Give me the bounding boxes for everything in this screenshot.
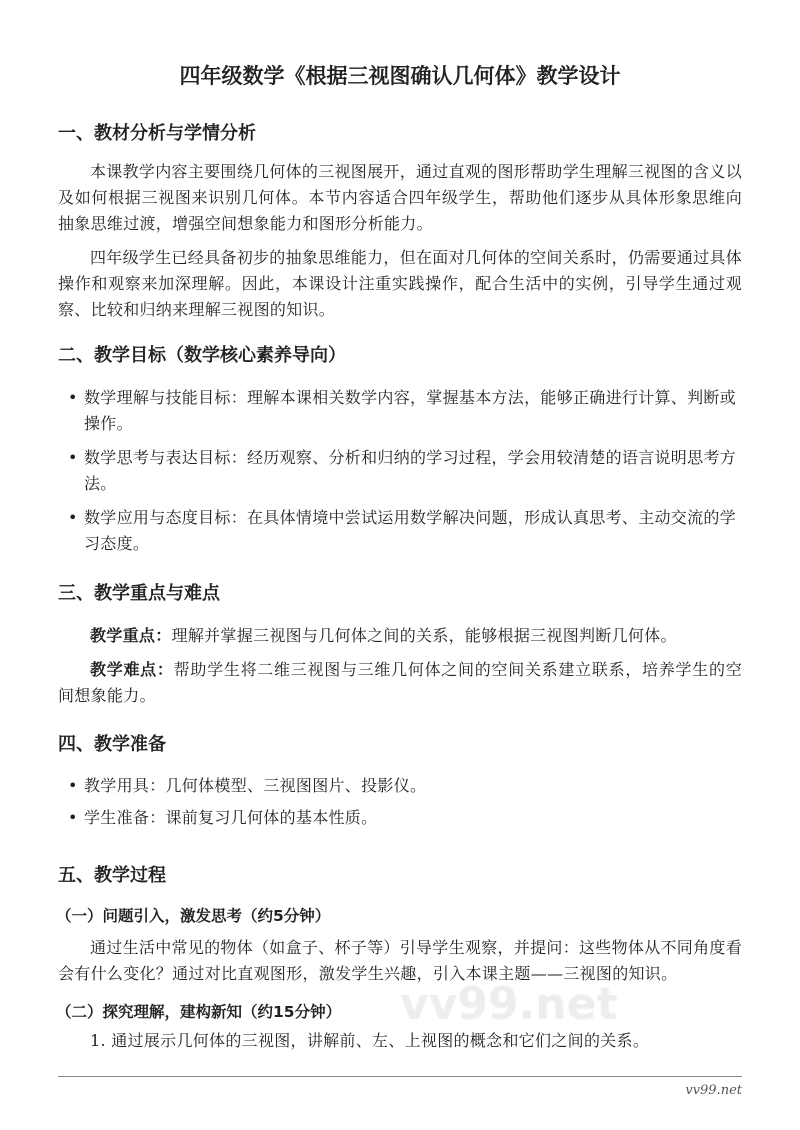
list-item: • 数学应用与态度目标：在具体情境中尝试运用数学解决问题，形成认真思考、主动交流的学习态度。 <box>64 505 742 557</box>
list-item: • 数学理解与技能目标：理解本课相关数学内容，掌握基本方法，能够正确进行计算、判断或操作。 <box>64 385 742 437</box>
prep-list <box>64 773 742 831</box>
list-item: • 教学用具：几何体模型、三视图图片、投影仪。 <box>64 773 742 799</box>
section-heading-5: 五、教学过程 <box>58 865 166 886</box>
footer-text: vv99.net <box>685 1083 742 1098</box>
paragraph: 四年级学生已经具备初步的抽象思维能力，但在面对几何体的空间关系时，仍需要通过具体操作和观察来加深理解。因此，本课设计注重实践操作，配合生活中的实例，引导学生通过观察、比较和归纳来理解三视图的知识。 <box>58 248 743 319</box>
subheading-2: （二）探究理解，建构新知（约15分钟） <box>56 1003 342 1021</box>
paragraph: 本课教学内容主要围绕几何体的三视图展开，通过直观的图形帮助学生理解三视图的含义以及如何根据三视图来识别几何体。本节内容适合四年级学生，帮助他们逐步从具体形象思维向抽象思维过渡，增强空间想象能力和图形分析能力。 <box>58 162 743 233</box>
list-item: • 学生准备：课前复习几何体的基本性质。 <box>64 805 742 831</box>
difficult-point-text: 帮助学生将二维三视图与三维几何体之间的空间关系建立联系，培养学生的空间想象能力。 <box>58 660 742 705</box>
goals-list <box>64 385 742 557</box>
paragraph: 通过生活中常见的物体（如盒子、杯子等）引导学生观察，并提问：这些物体从不同角度看会有什么变化？通过对比直观图形，激发学生兴趣，引入本课主题——三视图的知识。 <box>58 938 743 983</box>
key-point-text: 理解并掌握三视图与几何体之间的关系，能够根据三视图判断几何体。 <box>171 626 677 645</box>
section-heading-3: 三、教学重点与难点 <box>58 583 220 604</box>
section-heading-1: 一、教材分析与学情分析 <box>58 123 256 144</box>
section-heading-4: 四、教学准备 <box>58 734 166 755</box>
document-title: 四年级数学《根据三视图确认几何体》教学设计 <box>179 64 621 88</box>
numbered-item: 1. 通过展示几何体的三视图，讲解前、左、上视图的概念和它们之间的关系。 <box>90 1031 650 1050</box>
key-point <box>58 623 742 649</box>
key-point-label: 教学重点： <box>90 626 172 645</box>
section-heading-2: 二、教学目标（数学核心素养导向） <box>58 345 346 366</box>
footer-divider <box>58 1076 742 1077</box>
difficult-point-label: 教学难点： <box>90 660 174 679</box>
difficult-point <box>58 657 742 709</box>
subheading-1: （一）问题引入，激发思考（约5分钟） <box>56 907 331 925</box>
list-item: • 数学思考与表达目标：经历观察、分析和归纳的学习过程，学会用较清楚的语言说明思考方法。 <box>64 445 742 497</box>
